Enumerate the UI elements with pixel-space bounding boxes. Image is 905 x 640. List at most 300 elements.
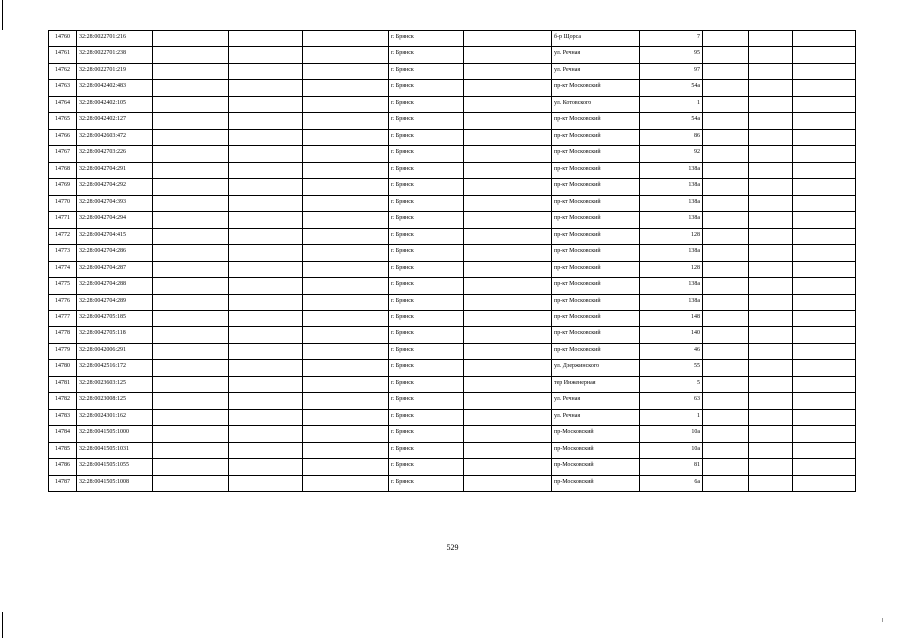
street-cell: пр-кт Московский — [552, 228, 640, 244]
row-number-cell: 14766 — [49, 129, 77, 145]
empty-cell — [703, 393, 749, 409]
empty-cell — [464, 96, 552, 112]
row-number-cell: 14762 — [49, 63, 77, 79]
street-cell: пр-кт Московский — [552, 310, 640, 326]
empty-cell — [303, 343, 389, 359]
empty-cell — [303, 376, 389, 392]
empty-cell — [703, 212, 749, 228]
street-cell: пр-Московский — [552, 459, 640, 475]
empty-cell — [703, 475, 749, 491]
empty-cell — [153, 278, 229, 294]
house-number-cell: 138а — [640, 294, 703, 310]
table-row — [49, 228, 856, 244]
row-number-cell: 14780 — [49, 360, 77, 376]
table-row — [49, 80, 856, 96]
house-number-cell: 138а — [640, 245, 703, 261]
empty-cell — [464, 80, 552, 96]
table-row — [49, 212, 856, 228]
empty-cell — [229, 80, 303, 96]
scan-edge-mark-bottom — [2, 612, 3, 638]
empty-cell — [229, 261, 303, 277]
row-number-cell: 14787 — [49, 475, 77, 491]
row-number-cell: 14778 — [49, 327, 77, 343]
empty-cell — [229, 212, 303, 228]
empty-cell — [703, 146, 749, 162]
empty-cell — [229, 47, 303, 63]
empty-cell — [303, 113, 389, 129]
street-cell: пр-кт Московский — [552, 278, 640, 294]
empty-cell — [703, 31, 749, 47]
house-number-cell: 95 — [640, 47, 703, 63]
empty-cell — [303, 195, 389, 211]
house-number-cell: 7 — [640, 31, 703, 47]
street-cell: ул. Речная — [552, 393, 640, 409]
row-number-cell: 14777 — [49, 310, 77, 326]
empty-cell — [793, 459, 856, 475]
cadastral-number-cell: 32:28:0042705:118 — [77, 327, 153, 343]
empty-cell — [229, 129, 303, 145]
city-cell: г. Брянск — [389, 393, 464, 409]
city-cell: г. Брянск — [389, 80, 464, 96]
house-number-cell: 86 — [640, 129, 703, 145]
city-cell: г. Брянск — [389, 96, 464, 112]
table-row — [49, 360, 856, 376]
cadastral-number-cell: 32:28:0042704:287 — [77, 261, 153, 277]
house-number-cell: 1 — [640, 409, 703, 425]
empty-cell — [153, 459, 229, 475]
empty-cell — [793, 426, 856, 442]
empty-cell — [153, 426, 229, 442]
table-row — [49, 245, 856, 261]
street-cell: пр-кт Московский — [552, 113, 640, 129]
table-row — [49, 426, 856, 442]
house-number-cell: 138а — [640, 195, 703, 211]
empty-cell — [303, 475, 389, 491]
city-cell: г. Брянск — [389, 376, 464, 392]
empty-cell — [464, 294, 552, 310]
row-number-cell: 14761 — [49, 47, 77, 63]
table-row — [49, 442, 856, 458]
row-number-cell: 14783 — [49, 409, 77, 425]
empty-cell — [703, 63, 749, 79]
table-row — [49, 162, 856, 178]
empty-cell — [703, 360, 749, 376]
empty-cell — [153, 63, 229, 79]
house-number-cell: 81 — [640, 459, 703, 475]
empty-cell — [229, 278, 303, 294]
empty-cell — [464, 475, 552, 491]
empty-cell — [749, 47, 793, 63]
empty-cell — [749, 31, 793, 47]
empty-cell — [303, 245, 389, 261]
row-number-cell: 14770 — [49, 195, 77, 211]
cadastral-number-cell: 32:28:0042704:291 — [77, 162, 153, 178]
empty-cell — [749, 459, 793, 475]
empty-cell — [229, 343, 303, 359]
empty-cell — [303, 393, 389, 409]
empty-cell — [303, 228, 389, 244]
empty-cell — [703, 376, 749, 392]
empty-cell — [464, 113, 552, 129]
street-cell: пр-кт Московский — [552, 146, 640, 162]
city-cell: г. Брянск — [389, 409, 464, 425]
empty-cell — [464, 162, 552, 178]
empty-cell — [153, 179, 229, 195]
empty-cell — [749, 442, 793, 458]
city-cell: г. Брянск — [389, 228, 464, 244]
empty-cell — [303, 212, 389, 228]
empty-cell — [303, 80, 389, 96]
empty-cell — [303, 426, 389, 442]
cadastral-number-cell: 32:28:0022701:216 — [77, 31, 153, 47]
city-cell: г. Брянск — [389, 459, 464, 475]
row-number-cell: 14767 — [49, 146, 77, 162]
table-row — [49, 327, 856, 343]
street-cell: пр-Московский — [552, 442, 640, 458]
street-cell: пр-кт Московский — [552, 179, 640, 195]
empty-cell — [464, 261, 552, 277]
row-number-cell: 14769 — [49, 179, 77, 195]
street-cell: б-р Щорса — [552, 31, 640, 47]
cadastral-number-cell: 32:28:0022701:219 — [77, 63, 153, 79]
street-cell: пр-Московский — [552, 426, 640, 442]
city-cell: г. Брянск — [389, 261, 464, 277]
empty-cell — [303, 327, 389, 343]
empty-cell — [153, 228, 229, 244]
empty-cell — [703, 409, 749, 425]
empty-cell — [153, 409, 229, 425]
empty-cell — [793, 310, 856, 326]
empty-cell — [303, 294, 389, 310]
empty-cell — [229, 376, 303, 392]
table-row — [49, 261, 856, 277]
empty-cell — [303, 179, 389, 195]
empty-cell — [229, 162, 303, 178]
empty-cell — [153, 475, 229, 491]
empty-cell — [793, 409, 856, 425]
empty-cell — [229, 409, 303, 425]
table-row — [49, 47, 856, 63]
cadastral-number-cell: 32:28:0023603:125 — [77, 376, 153, 392]
empty-cell — [229, 327, 303, 343]
table-row — [49, 376, 856, 392]
empty-cell — [749, 393, 793, 409]
empty-cell — [303, 459, 389, 475]
street-cell: ул. Речная — [552, 409, 640, 425]
row-number-cell: 14771 — [49, 212, 77, 228]
cadastral-number-cell: 32:28:0042603:472 — [77, 129, 153, 145]
empty-cell — [303, 96, 389, 112]
cadastral-number-cell: 32:28:0042402:483 — [77, 80, 153, 96]
empty-cell — [153, 360, 229, 376]
empty-cell — [153, 162, 229, 178]
empty-cell — [153, 31, 229, 47]
row-number-cell: 14784 — [49, 426, 77, 442]
empty-cell — [749, 245, 793, 261]
scan-edge-mark-top — [2, 0, 3, 30]
house-number-cell: 138а — [640, 278, 703, 294]
cadastral-number-cell: 32:28:0042516:172 — [77, 360, 153, 376]
cadastral-number-cell: 32:28:0041505:1000 — [77, 426, 153, 442]
row-number-cell: 14779 — [49, 343, 77, 359]
empty-cell — [703, 294, 749, 310]
empty-cell — [793, 146, 856, 162]
empty-cell — [153, 327, 229, 343]
table-row — [49, 195, 856, 211]
city-cell: г. Брянск — [389, 63, 464, 79]
empty-cell — [793, 63, 856, 79]
empty-cell — [749, 409, 793, 425]
empty-cell — [703, 343, 749, 359]
empty-cell — [464, 426, 552, 442]
street-cell: пр-кт Московский — [552, 245, 640, 261]
empty-cell — [153, 310, 229, 326]
empty-cell — [464, 245, 552, 261]
table-row — [49, 409, 856, 425]
empty-cell — [464, 212, 552, 228]
empty-cell — [153, 245, 229, 261]
cadastral-number-cell: 32:28:0042704:393 — [77, 195, 153, 211]
empty-cell — [703, 47, 749, 63]
row-number-cell: 14786 — [49, 459, 77, 475]
empty-cell — [153, 442, 229, 458]
empty-cell — [464, 442, 552, 458]
empty-cell — [703, 228, 749, 244]
empty-cell — [303, 360, 389, 376]
empty-cell — [749, 294, 793, 310]
empty-cell — [229, 245, 303, 261]
empty-cell — [793, 261, 856, 277]
empty-cell — [749, 80, 793, 96]
table-row — [49, 31, 856, 47]
cadastral-number-cell: 32:28:0023008:125 — [77, 393, 153, 409]
house-number-cell: 10а — [640, 426, 703, 442]
empty-cell — [464, 360, 552, 376]
row-number-cell: 14781 — [49, 376, 77, 392]
empty-cell — [153, 113, 229, 129]
empty-cell — [703, 310, 749, 326]
table-row — [49, 459, 856, 475]
empty-cell — [153, 261, 229, 277]
empty-cell — [303, 129, 389, 145]
street-cell: пр-кт Московский — [552, 343, 640, 359]
cadastral-number-cell: 32:28:0041505:1031 — [77, 442, 153, 458]
street-cell: ул. Речная — [552, 47, 640, 63]
street-cell: пр-Московский — [552, 475, 640, 491]
empty-cell — [793, 212, 856, 228]
city-cell: г. Брянск — [389, 179, 464, 195]
empty-cell — [749, 376, 793, 392]
empty-cell — [153, 146, 229, 162]
empty-cell — [464, 129, 552, 145]
empty-cell — [749, 162, 793, 178]
cadastral-number-cell: 32:28:0042006:291 — [77, 343, 153, 359]
empty-cell — [229, 113, 303, 129]
empty-cell — [229, 475, 303, 491]
empty-cell — [464, 146, 552, 162]
city-cell: г. Брянск — [389, 442, 464, 458]
house-number-cell: 138а — [640, 212, 703, 228]
empty-cell — [229, 146, 303, 162]
empty-cell — [464, 327, 552, 343]
empty-cell — [153, 47, 229, 63]
empty-cell — [749, 179, 793, 195]
empty-cell — [464, 343, 552, 359]
empty-cell — [464, 195, 552, 211]
house-number-cell: 128 — [640, 261, 703, 277]
page-number: 529 — [446, 543, 459, 552]
empty-cell — [749, 310, 793, 326]
street-cell: пр-кт Московский — [552, 195, 640, 211]
cadastral-number-cell: 32:28:0042704:292 — [77, 179, 153, 195]
house-number-cell: 148 — [640, 310, 703, 326]
table-row — [49, 393, 856, 409]
city-cell: г. Брянск — [389, 343, 464, 359]
empty-cell — [153, 195, 229, 211]
empty-cell — [703, 129, 749, 145]
street-cell: пр-кт Московский — [552, 327, 640, 343]
empty-cell — [749, 212, 793, 228]
city-cell: г. Брянск — [389, 31, 464, 47]
empty-cell — [153, 376, 229, 392]
table-row — [49, 310, 856, 326]
city-cell: г. Брянск — [389, 113, 464, 129]
empty-cell — [229, 393, 303, 409]
city-cell: г. Брянск — [389, 360, 464, 376]
street-cell: ул. Речная — [552, 63, 640, 79]
city-cell: г. Брянск — [389, 245, 464, 261]
empty-cell — [703, 162, 749, 178]
cadastral-number-cell: 32:28:0022701:238 — [77, 47, 153, 63]
house-number-cell: 138а — [640, 162, 703, 178]
house-number-cell: 5 — [640, 376, 703, 392]
empty-cell — [793, 376, 856, 392]
row-number-cell: 14774 — [49, 261, 77, 277]
empty-cell — [229, 195, 303, 211]
empty-cell — [749, 475, 793, 491]
empty-cell — [749, 96, 793, 112]
empty-cell — [464, 409, 552, 425]
cadastral-number-cell: 32:28:0042705:185 — [77, 310, 153, 326]
empty-cell — [793, 195, 856, 211]
empty-cell — [153, 212, 229, 228]
empty-cell — [464, 63, 552, 79]
empty-cell — [793, 47, 856, 63]
empty-cell — [703, 245, 749, 261]
property-registry-table — [48, 30, 856, 492]
empty-cell — [229, 426, 303, 442]
city-cell: г. Брянск — [389, 195, 464, 211]
empty-cell — [703, 426, 749, 442]
empty-cell — [464, 47, 552, 63]
cadastral-number-cell: 32:28:0041505:1008 — [77, 475, 153, 491]
house-number-cell: 54а — [640, 80, 703, 96]
empty-cell — [229, 459, 303, 475]
street-cell: пр-кт Московский — [552, 261, 640, 277]
empty-cell — [793, 245, 856, 261]
street-cell: пр-кт Московский — [552, 294, 640, 310]
city-cell: г. Брянск — [389, 129, 464, 145]
table-row — [49, 475, 856, 491]
cadastral-number-cell: 32:28:0042704:415 — [77, 228, 153, 244]
row-number-cell: 14768 — [49, 162, 77, 178]
empty-cell — [153, 294, 229, 310]
house-number-cell: 6а — [640, 475, 703, 491]
house-number-cell: 63 — [640, 393, 703, 409]
empty-cell — [229, 179, 303, 195]
table-row — [49, 129, 856, 145]
empty-cell — [793, 278, 856, 294]
row-number-cell: 14763 — [49, 80, 77, 96]
empty-cell — [303, 162, 389, 178]
empty-cell — [703, 327, 749, 343]
cadastral-number-cell: 32:28:0042402:127 — [77, 113, 153, 129]
table-row — [49, 343, 856, 359]
empty-cell — [793, 327, 856, 343]
empty-cell — [153, 343, 229, 359]
empty-cell — [749, 327, 793, 343]
cadastral-number-cell: 32:28:0042703:226 — [77, 146, 153, 162]
empty-cell — [749, 261, 793, 277]
city-cell: г. Брянск — [389, 212, 464, 228]
empty-cell — [229, 228, 303, 244]
empty-cell — [153, 80, 229, 96]
empty-cell — [464, 310, 552, 326]
empty-cell — [793, 31, 856, 47]
empty-cell — [229, 442, 303, 458]
cadastral-number-cell: 32:28:0042704:286 — [77, 245, 153, 261]
empty-cell — [793, 129, 856, 145]
house-number-cell: 54а — [640, 113, 703, 129]
empty-cell — [793, 442, 856, 458]
empty-cell — [793, 343, 856, 359]
empty-cell — [793, 294, 856, 310]
row-number-cell: 14773 — [49, 245, 77, 261]
empty-cell — [303, 278, 389, 294]
empty-cell — [153, 129, 229, 145]
empty-cell — [153, 96, 229, 112]
empty-cell — [749, 360, 793, 376]
house-number-cell: 55 — [640, 360, 703, 376]
table-row — [49, 146, 856, 162]
row-number-cell: 14772 — [49, 228, 77, 244]
empty-cell — [464, 393, 552, 409]
empty-cell — [793, 179, 856, 195]
empty-cell — [703, 442, 749, 458]
empty-cell — [303, 146, 389, 162]
street-cell: пр-кт Московский — [552, 162, 640, 178]
empty-cell — [229, 310, 303, 326]
city-cell: г. Брянск — [389, 475, 464, 491]
empty-cell — [793, 113, 856, 129]
city-cell: г. Брянск — [389, 294, 464, 310]
city-cell: г. Брянск — [389, 162, 464, 178]
house-number-cell: 140 — [640, 327, 703, 343]
city-cell: г. Брянск — [389, 310, 464, 326]
empty-cell — [703, 195, 749, 211]
empty-cell — [303, 261, 389, 277]
cadastral-number-cell: 32:28:0042402:105 — [77, 96, 153, 112]
row-number-cell: 14785 — [49, 442, 77, 458]
city-cell: г. Брянск — [389, 146, 464, 162]
city-cell: г. Брянск — [389, 278, 464, 294]
street-cell: ул. Котовского — [552, 96, 640, 112]
cadastral-number-cell: 32:28:0024301:162 — [77, 409, 153, 425]
empty-cell — [749, 195, 793, 211]
row-number-cell: 14775 — [49, 278, 77, 294]
empty-cell — [229, 96, 303, 112]
empty-cell — [464, 31, 552, 47]
